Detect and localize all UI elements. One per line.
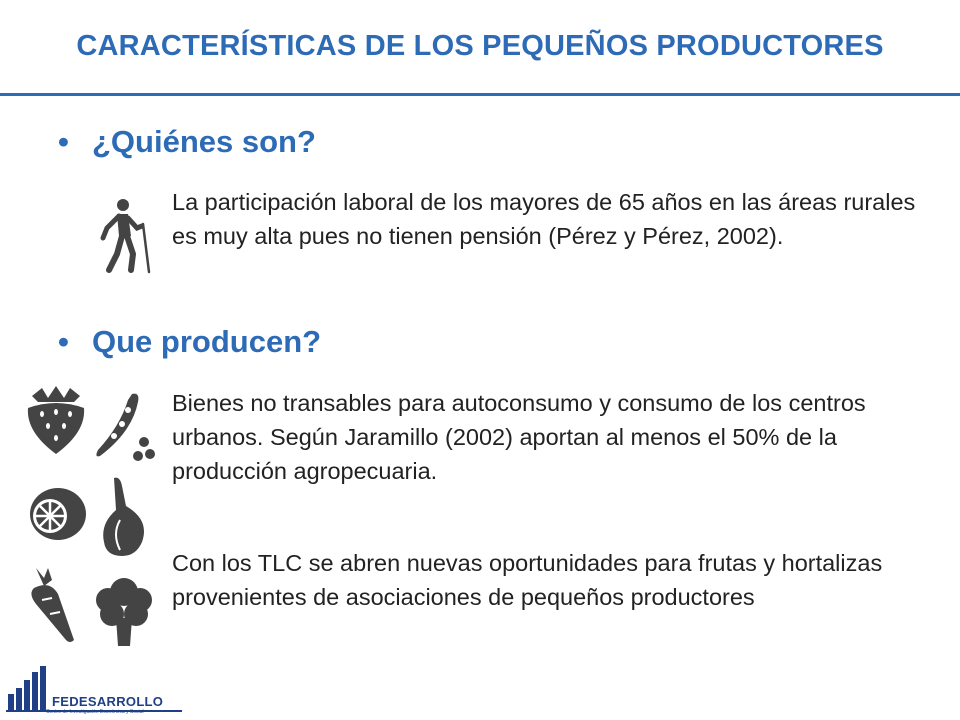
carrot-icon bbox=[24, 566, 80, 644]
paragraph-tlc: Con los TLC se abren nuevas oportunidades para frutas y hortalizas provenientes de asociaciones de pequeños productores bbox=[172, 550, 883, 610]
pea-pod-icon bbox=[92, 392, 158, 462]
logo-name: FEDESARROLLO bbox=[52, 694, 164, 709]
garlic-icon bbox=[98, 476, 158, 558]
heading-text: Que producen? bbox=[92, 324, 322, 359]
slide-title: CARACTERÍSTICAS DE LOS PEQUEÑOS PRODUCTORES bbox=[76, 30, 884, 62]
heading-text: ¿Quiénes son? bbox=[92, 124, 316, 159]
paragraph-bienes: Bienes no transables para autoconsumo y consumo de los centros urbanos. Según Jaramillo (2002) aportan al menos el 50% de la producción agropecuaria. bbox=[172, 390, 866, 484]
title-divider bbox=[0, 93, 960, 96]
elderly-hiker-icon bbox=[95, 198, 155, 274]
strawberry-icon bbox=[24, 386, 88, 456]
bullet-marker: • bbox=[58, 124, 69, 159]
heading-quienes-son bbox=[58, 124, 316, 160]
lemon-slice-icon bbox=[24, 484, 88, 544]
paragraph-quienes-son: La participación laboral de los mayores de 65 años en las áreas rurales es muy alta pues no tienen pensión (Pérez y Pérez, 2002). bbox=[172, 189, 916, 249]
heading-que-producen bbox=[58, 324, 321, 360]
logo-subtitle: Centro de Investigación Económica y Social bbox=[46, 709, 144, 715]
bullet-marker: • bbox=[58, 324, 69, 359]
broccoli-icon bbox=[92, 576, 156, 648]
